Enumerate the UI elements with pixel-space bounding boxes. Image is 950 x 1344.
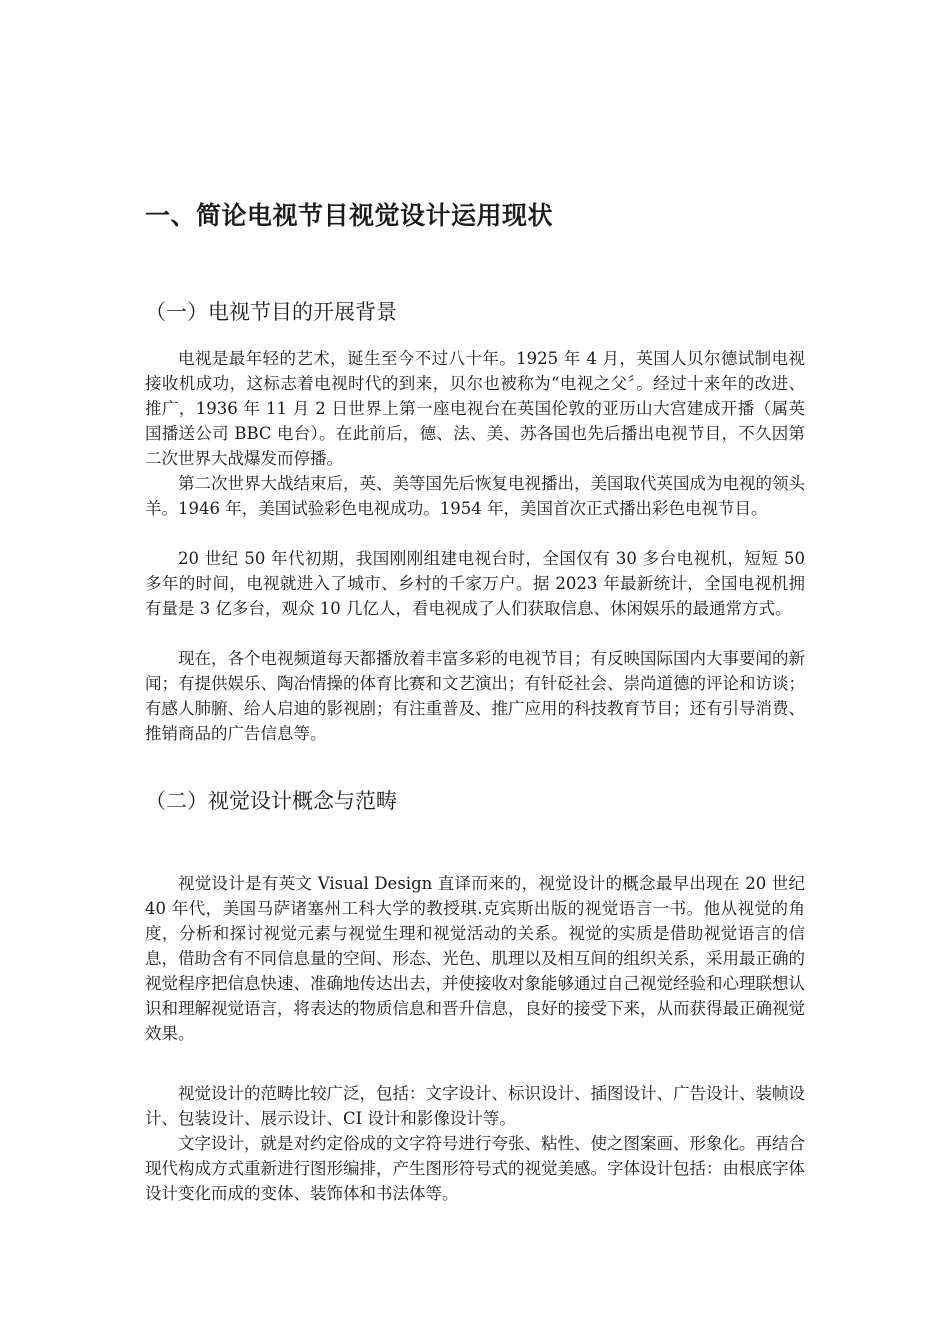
paragraph-visual-design-concept: 视觉设计是有英文 Visual Design 直译而来的，视觉设计的概念最早出现在 20 世纪 40 年代，美国马萨诸塞州工科大学的教授琪.克宾斯出版的视觉语言一书。他从视觉的角度，分析和探讨视觉元素与视觉生理和视觉活动的关系。视觉的实质是借助视觉语言的信息，借助含有不同信息量的空间、形态、光色、肌理以及相互间的组织关系，采用最正确的视觉程序把信息快速、准确地传达出去，并使接收对象能够通过自己视觉经验和心理联想认识和理解视觉语言，将表达的物质信息和晋升信息，良好的接受下来，从而获得最正确视觉效果。 (145, 874, 805, 1043)
paragraph-china-tv: 20 世纪 50 年代初期，我国刚刚组建电视台时，全国仅有 30 多台电视机，短短 50 多年的时间，电视就进入了城市、乡村的千家万户。据 2023 年最新统计，全国电视机拥有量是 3 亿多台，观众 10 几亿人，看电视成了人们获取信息、休闲娱乐的最通常方式。 (145, 549, 805, 618)
subsection-heading-visual-design: （二）视觉设计概念与范畴 (145, 789, 397, 813)
paragraph-tv-history: 电视是最年轻的艺术，诞生至今不过八十年。1925 年 4 月，英国人贝尔德试制电视接收机成功，这标志着电视时代的到来，贝尔也被称为“电视之父〞。经过十来年的改进、推广，1936 年 11 月 2 日世界上第一座电视台在英国伦敦的亚历山大宫建成开播（属英国播送公司 BBC 电台）。在此前后，德、法、美、苏各国也先后播出电视节目，不久因第二次世界大战爆发而停播。 (145, 349, 805, 468)
paragraph-typography-design: 文字设计，就是对约定俗成的文字符号进行夸张、粘性、使之图案画、形象化。再结合现代构成方式重新进行图形编排，产生图形符号式的视觉美感。字体设计包括：由根底字体设计变化而成的变体、装饰体和书法体等。 (145, 1134, 805, 1203)
paragraph-tv-programs: 现在，各个电视频道每天都播放着丰富多彩的电视节目；有反映国际国内大事要闻的新闻；有提供娱乐、陶冶情操的体育比赛和文艺演出；有针砭社会、崇尚道德的评论和访谈；有感人肺腑、给人启迪的影视剧；有注重普及、推广应用的科技教育节目；还有引导消费、推销商品的广告信息等。 (145, 649, 805, 743)
paragraph-visual-design-scope: 视觉设计的范畴比较广泛，包括：文字设计、标识设计、插图设计、广告设计、装帧设计、包装设计、展示设计、CI 设计和影像设计等。 (145, 1084, 805, 1128)
subsection-heading-background: （一）电视节目的开展背景 (145, 300, 397, 324)
paragraph-postwar-tv: 第二次世界大战结束后，英、美等国先后恢复电视播出，美国取代英国成为电视的领头羊。1946 年，美国试验彩色电视成功。1954 年，美国首次正式播出彩色电视节目。 (145, 474, 805, 518)
section-heading: 一、简论电视节目视觉设计运用现状 (145, 201, 554, 230)
